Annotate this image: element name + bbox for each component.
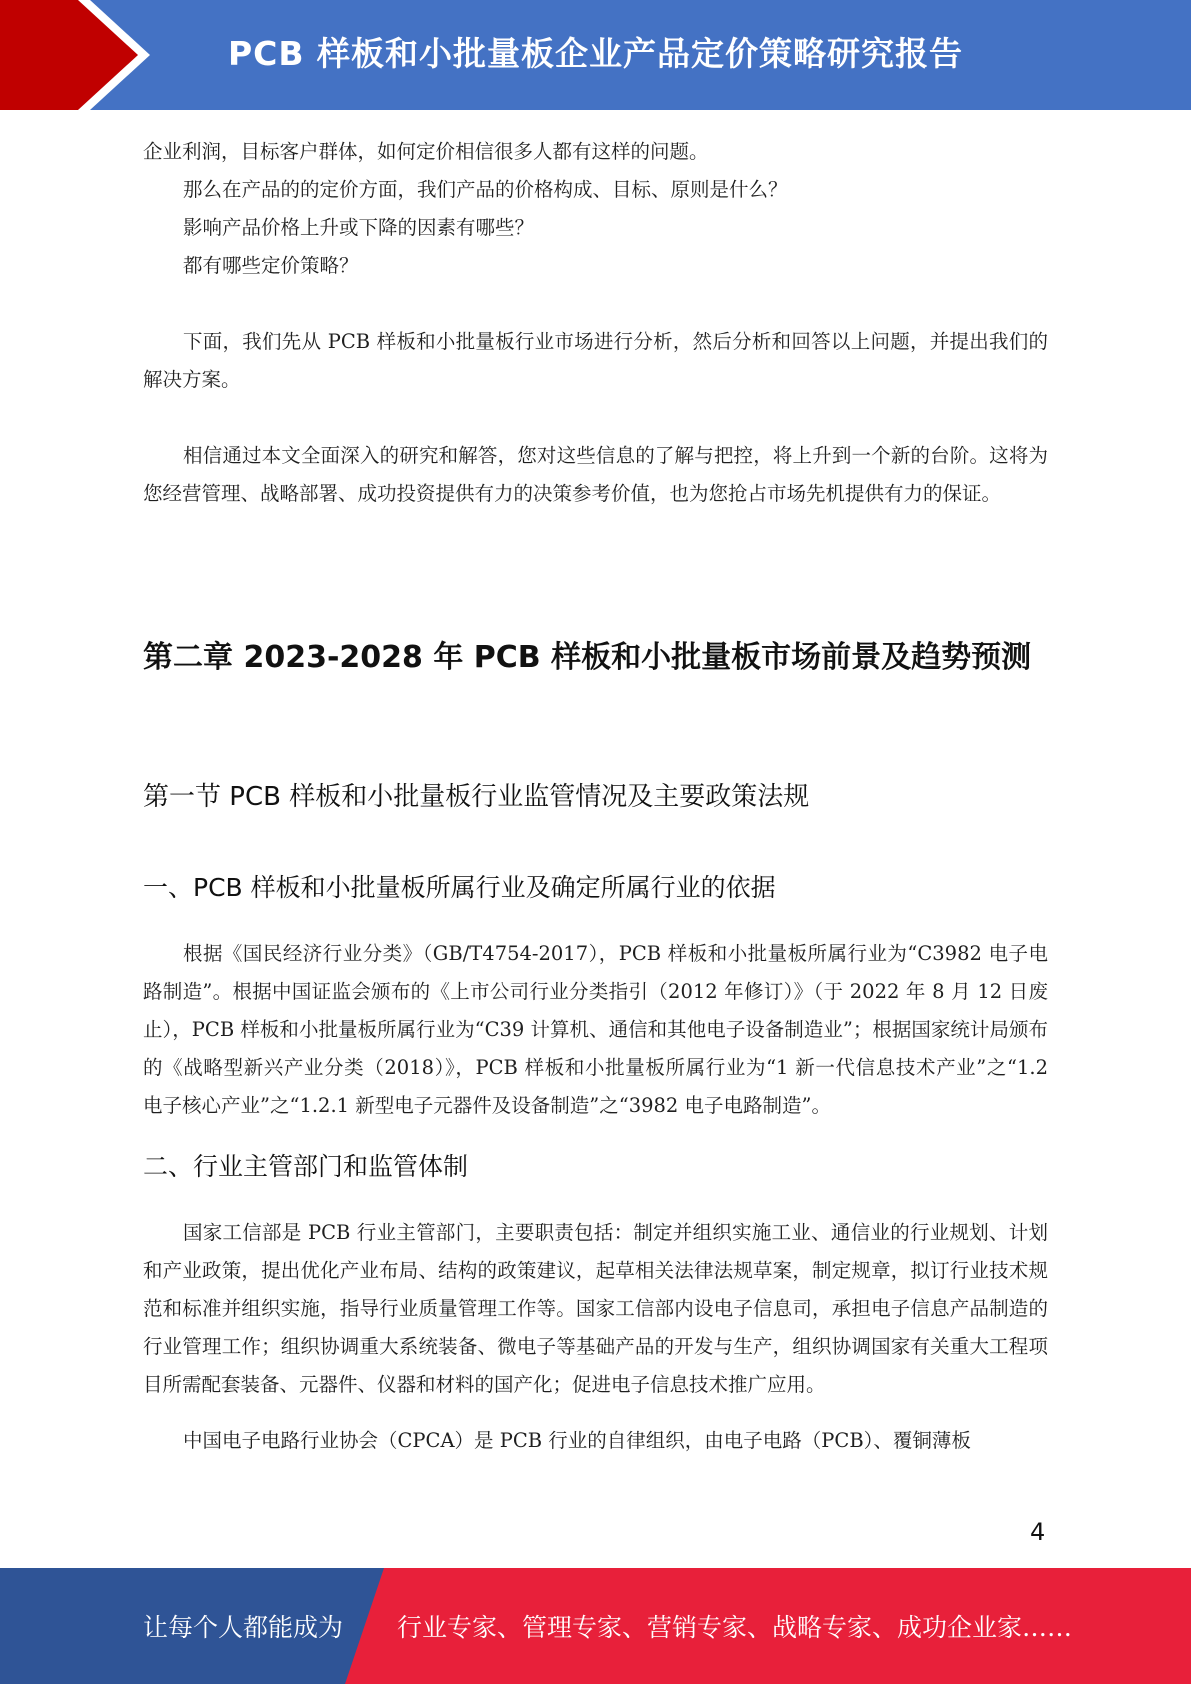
intro-text (143, 133, 1048, 513)
intro-paragraph: 相信通过本文全面深入的研究和解答，您对这些信息的了解与把控，将上升到一个新的台阶。这将为您经营管理、战略部署、成功投资提供有力的决策参考价值，也为您抢占市场先机提供有力的保证。 (143, 444, 1048, 505)
body-paragraph: 国家工信部是 PCB 行业主管部门，主要职责包括：制定并组织实施工业、通信业的行业规划、计划和产业政策，提出优化产业布局、结构的政策建议，起草相关法律法规草案，制定规章，拟订行业技术规范和标准并组织实施，指导行业质量管理工作等。国家工信部内设电子信息司，承担电子信息产品制造的行业管理工作；组织协调重大系统装备、微电子等基础产品的开发与生产，组织协调国家有关重大工程项目所需配套装备、元器件、仪器和材料的国产化；促进电子信息技术推广应用。 (143, 1221, 1048, 1396)
body-paragraph: 根据《国民经济行业分类》（GB/T4754-2017），PCB 样板和小批量板所属行业为“C3982 电子电路制造”。根据中国证监会颁布的《上市公司行业分类指引（2012 年修订）》（于 2022 年 8 月 12 日废止），PCB 样板和小批量板所属行业为“C39 计算机、通信和其他电子设备制造业”；根据国家统计局颁布的《战略型新兴产业分类（2018）》，PCB 样板和小批量板所属行业为“1 新一代信息技术产业”之“1.2 电子核心产业”之“1.2.1 新型电子元器件及设备制造”之“3982 电子电路制造”。 (143, 942, 1048, 1117)
chevron-arrow-icon (0, 0, 160, 110)
section-heading: 第一节 PCB 样板和小批量板行业监管情况及主要政策法规 (143, 782, 810, 812)
report-title: PCB 样板和小批量板企业产品定价策略研究报告 (228, 34, 964, 73)
page-number: 4 (1030, 1518, 1046, 1546)
chapter-heading: 第二章 2023-2028 年 PCB 样板和小批量板市场前景及趋势预测 (143, 640, 1032, 675)
intro-question: 都有哪些定价策略？ (183, 254, 359, 277)
footer-slogan-right: 行业专家、管理专家、营销专家、战略专家、成功企业家…… (397, 1613, 1073, 1642)
footer-slogan-left: 让每个人都能成为 (143, 1613, 344, 1642)
intro-question: 影响产品价格上升或下降的因素有哪些？ (183, 216, 535, 239)
intro-paragraph: 下面，我们先从 PCB 样板和小批量板行业市场进行分析，然后分析和回答以上问题，并提出我们的解决方案。 (143, 330, 1048, 391)
page-footer (0, 1568, 1191, 1684)
body-paragraph: 中国电子电路行业协会（CPCA）是 PCB 行业的自律组织，由电子电路（PCB）、覆铜薄板 (183, 1429, 971, 1452)
intro-question: 那么在产品的的定价方面，我们产品的价格构成、目标、原则是什么？ (183, 178, 788, 201)
subsection-body (143, 1214, 1048, 1460)
intro-paragraph: 企业利润，目标客户群体，如何定价相信很多人都有这样的问题。 (143, 140, 709, 163)
page-header (0, 0, 1191, 110)
subsection-heading: 一、PCB 样板和小批量板所属行业及确定所属行业的依据 (143, 873, 776, 902)
subsection-heading: 二、行业主管部门和监管体制 (143, 1152, 469, 1181)
subsection-body (143, 935, 1048, 1125)
